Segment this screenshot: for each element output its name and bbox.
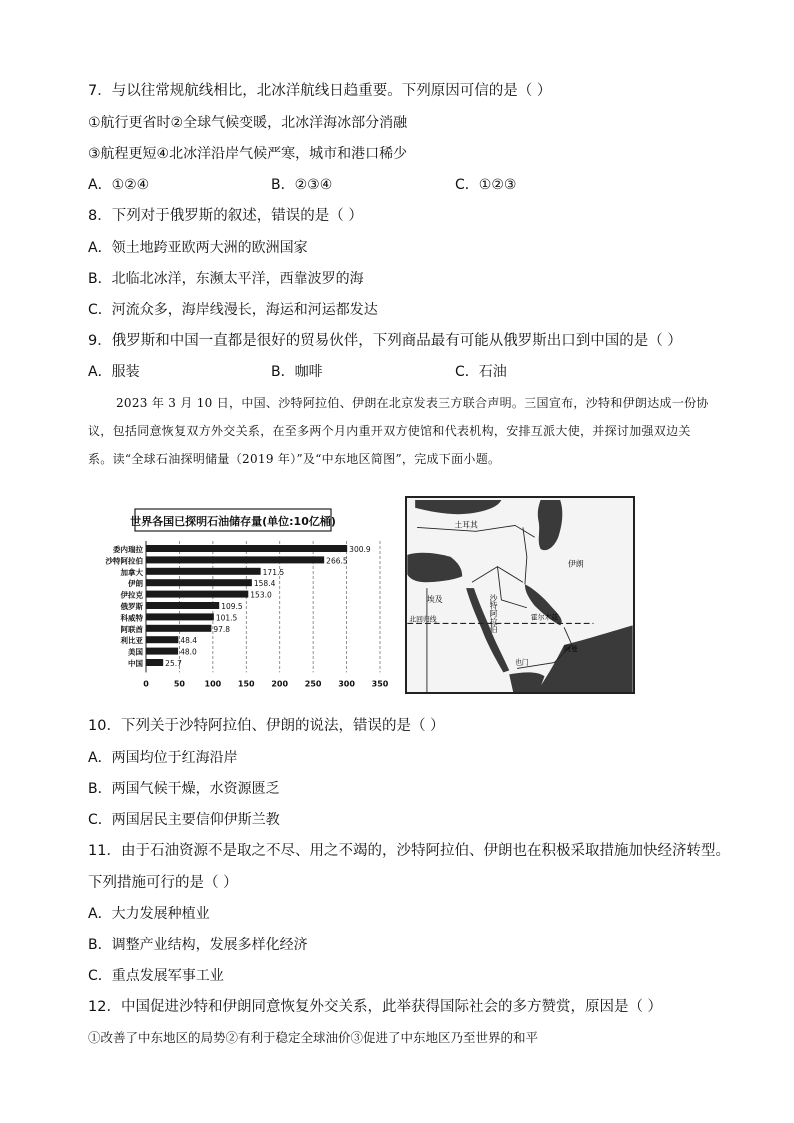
label-hormuz: 霍尔木兹 (530, 613, 559, 622)
q7-option-a[interactable]: A．①②④ (88, 177, 150, 193)
q11-stem-line-2: 下列措施可行的是（ ） (88, 875, 238, 891)
q11-stem-line-1: 11．由于石油资源不是取之不尽、用之不竭的，沙特阿拉伯、伊朗也在积极采取措施加快经济转型。 (88, 843, 730, 859)
value-label: 48.4 (180, 636, 198, 646)
label-saudi: 沙特阿拉伯 (489, 594, 499, 634)
category-label: 中国 (128, 659, 143, 668)
bar-2 (146, 568, 261, 575)
black-sea (415, 500, 501, 514)
value-label: 25.7 (165, 659, 182, 668)
q9-option-c[interactable]: C．石油 (455, 364, 507, 380)
bar-5 (146, 602, 219, 609)
category-label: 利比亚 (120, 636, 143, 646)
q8-option-a[interactable]: A．领土地跨亚欧两大洲的欧洲国家 (88, 240, 308, 256)
q8-stem: 8．下列对于俄罗斯的叙述，错误的是（ ） (88, 208, 363, 224)
q9-option-b[interactable]: B．咖啡 (271, 364, 323, 380)
caspian-sea (538, 500, 563, 550)
category-label: 科威特 (120, 613, 143, 623)
border-line (523, 527, 527, 584)
label-turkey: 土耳其 (454, 520, 478, 530)
bar-10 (146, 659, 163, 666)
q8-option-c[interactable]: C．河流众多，海岸线漫长，海运和河运都发达 (88, 302, 378, 318)
value-label: 266.5 (326, 556, 348, 566)
q11-option-b[interactable]: B．调整产业结构，发展多样化经济 (88, 937, 308, 953)
category-label: 伊朗 (128, 579, 143, 589)
q11-option-c[interactable]: C．重点发展军事工业 (88, 968, 224, 984)
label-iran: 伊朗 (568, 559, 584, 569)
q7-statement-1: ①航行更省时②全球气候变暖，北冰洋海冰部分消融 (88, 115, 408, 131)
map-drawing (407, 498, 633, 692)
arabian-sea (537, 625, 633, 692)
q7-option-c[interactable]: C．①②③ (455, 177, 517, 193)
value-label: 48.0 (180, 647, 197, 657)
gulf-of-aden (509, 672, 544, 692)
bar-0 (146, 545, 347, 552)
q9-stem: 9．俄罗斯和中国一直都是很好的贸易伙伴，下列商品最有可能从俄罗斯出口到中国的是（ ） (88, 333, 682, 349)
label-yemen: 也门 (515, 658, 529, 667)
tick-label: 0 (143, 679, 149, 689)
q9-option-a[interactable]: A．服装 (88, 364, 140, 380)
tick-label: 50 (173, 679, 185, 689)
oil-reserves-chart (84, 505, 394, 695)
category-label: 美国 (128, 647, 143, 657)
value-label: 97.8 (213, 624, 231, 634)
category-label: 加拿大 (120, 567, 143, 577)
q7-option-b[interactable]: B．②③④ (271, 177, 333, 193)
q10-stem: 10．下列关于沙特阿拉伯、伊朗的说法，错误的是（ ） (88, 718, 445, 734)
q11-option-a[interactable]: A．大力发展种植业 (88, 906, 210, 922)
bar-7 (146, 625, 211, 632)
category-label: 阿联酋 (120, 624, 143, 634)
q10-option-b[interactable]: B．两国气候干燥，水资源匮乏 (88, 781, 280, 797)
bar-3 (146, 579, 252, 586)
value-label: 158.4 (253, 579, 276, 589)
label-oman: 阿曼 (564, 644, 578, 653)
value-label: 171.5 (262, 567, 285, 577)
chart-title: 世界各国已探明石油储存量(单位:10亿桶) (130, 515, 336, 528)
bar-6 (146, 613, 214, 620)
bar-4 (146, 591, 248, 598)
value-label: 300.9 (349, 545, 371, 554)
tick-label: 100 (204, 679, 222, 689)
bar-8 (146, 636, 178, 643)
tick-label: 250 (304, 679, 322, 689)
category-label: 沙特阿拉伯 (105, 556, 143, 566)
category-label: 伊拉克 (120, 590, 143, 600)
value-label: 153.0 (250, 590, 272, 600)
border-line (497, 567, 526, 608)
tick-label: 300 (338, 679, 355, 689)
q10-option-c[interactable]: C．两国居民主要信仰伊斯兰教 (88, 812, 280, 828)
value-label: 109.5 (221, 602, 243, 611)
q12-stem: 12．中国促进沙特和伊朗同意恢复外交关系，此举获得国际社会的多方赞赏，原因是（ ） (88, 999, 663, 1015)
value-label: 101.5 (215, 613, 238, 623)
label-tropic: 北回归线 (409, 615, 437, 624)
category-label: 俄罗斯 (120, 602, 143, 611)
q8-option-b[interactable]: B．北临北冰洋，东濒太平洋，西靠波罗的海 (88, 271, 364, 287)
tick-label: 200 (271, 679, 289, 689)
category-label: 委内瑞拉 (113, 545, 143, 554)
q7-stem: 7．与以往常规航线相比，北冰洋航线日趋重要。下列原因可信的是（ ） (88, 83, 552, 99)
bar-1 (146, 556, 324, 563)
tick-label: 350 (371, 679, 389, 689)
bar-9 (146, 648, 178, 655)
q12-statement: ①改善了中东地区的局势②有利于稳定全球油价③促进了中东地区乃至世界的和平 (88, 1030, 539, 1045)
tick-label: 150 (237, 679, 255, 689)
q10-option-a[interactable]: A．两国均位于红海沿岸 (88, 750, 238, 766)
reading-passage: 2023 年 3 月 10 日，中国、沙特阿拉伯、伊朗在北京发表三方联合声明。三国宣布，沙特和伊朗达成一份协议，包括同意恢复双方外交关系，在至多两个月内重开双方使馆和代表机构，安排互派大使，并探讨加强双边关系。读“全球石油探明储量（2019 年）”及“中东地区简图”，完成下面小题。 (88, 396, 709, 466)
q7-statement-2: ③航程更短④北冰洋沿岸气候严寒，城市和港口稀少 (88, 146, 408, 162)
middle-east-map (405, 496, 635, 694)
label-egypt: 埃及 (426, 594, 443, 604)
mediterranean-sea (407, 553, 462, 583)
